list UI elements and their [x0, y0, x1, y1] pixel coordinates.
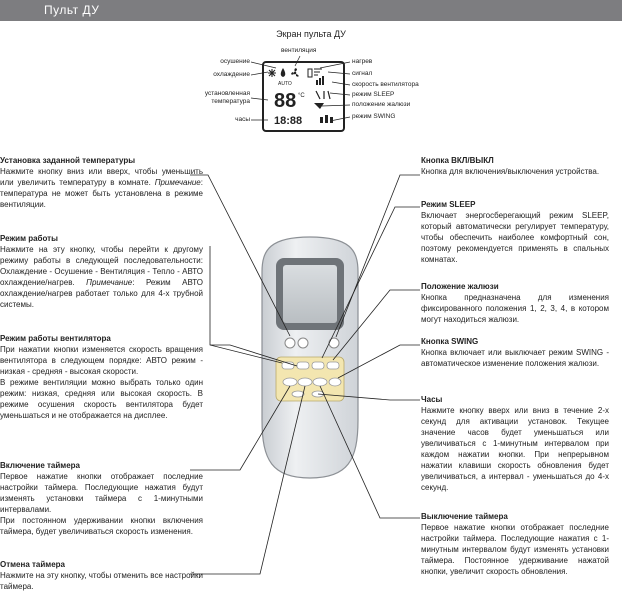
section-title: Кнопка SWING	[421, 337, 479, 346]
section-swing-button	[421, 336, 609, 369]
label-sleep: режим SLEEP	[352, 91, 395, 98]
section-body: Нажмите кнопку вниз или вверх, чтобы уменьшить или увеличить температуру в комнате.	[0, 167, 203, 187]
label-signal: сигнал	[352, 70, 373, 77]
label-ventilation: вентиляция	[281, 47, 317, 54]
section-body: При нажатии кнопки изменяется скорость вращения вентилятора в следующем порядке: АВТО режим - низкая - средняя - высокая скорости.	[0, 345, 203, 376]
section-timer-off	[421, 511, 609, 577]
label-fan-speed: скорость вентилятора	[352, 81, 419, 88]
page-title: Пульт ДУ	[44, 3, 100, 17]
section-clock	[421, 394, 609, 493]
clock-digits: 18:88	[274, 115, 303, 127]
section-body-extra: В режиме вентиляции можно выбрать только один режим: низкая, средняя или высокая скорость. В режиме осушения скорость вентилятора будет уменьшаться и не отображается на дисплее.	[0, 378, 203, 420]
section-title: Режим работы	[0, 234, 58, 243]
note-label: Примечание	[86, 278, 133, 287]
section-body: Кнопка для включения/выключения устройства.	[421, 167, 600, 176]
section-body: Первое нажатие кнопки отображает последние настройки таймера. Последующие нажатия с 1-минутным интервалом будут изменять установки таймера. Постоянное удерживание нажатой кнопки, увеличит скорость обновления.	[421, 523, 609, 576]
label-heat: нагрев	[352, 58, 373, 65]
label-set-temp: установленная температура	[204, 90, 250, 105]
section-body: Кнопка включает или выключает режим SWING - автоматическое изменение положения жалюзи.	[421, 348, 609, 368]
section-body: Включает энергосберегающий режим SLEEP, который автоматически регулирует температуру, чтобы обеспечить наиболее комфортный сон, поэтому рекомендуется применять в спальных комнатах.	[421, 211, 609, 264]
degree-c-icon: °C	[298, 93, 305, 99]
label-dry: осушение	[220, 58, 250, 65]
section-fan-mode	[0, 333, 203, 421]
label-swing: режим SWING	[352, 113, 396, 120]
section-body: Кнопка предназначена для изменения фиксированного положения 1, 2, 3, 4, в котором могут находиться жалюзи.	[421, 293, 609, 324]
section-title: Положение жалюзи	[421, 282, 499, 291]
section-power-button	[421, 155, 609, 177]
section-title: Часы	[421, 395, 443, 404]
temp-digits: 88	[274, 90, 297, 112]
section-body-cont: : температура не может быть установлена в режиме вентиляции.	[0, 178, 203, 209]
section-title: Выключение таймера	[421, 512, 508, 521]
label-cool: охлаждение	[213, 71, 250, 78]
section-timer-cancel	[0, 559, 203, 592]
section-timer-on	[0, 460, 203, 537]
note-label: Примечание	[154, 178, 201, 187]
section-body: Нажмите на эту кнопку, чтобы перейти к другому режиму работы в следующей последовательности: Охлаждение - Осушение - Вентиляция - Тепло - АВТО охлаждение/нагрев.	[0, 245, 203, 287]
label-clock: часы	[235, 116, 250, 123]
section-title: Включение таймера	[0, 461, 80, 470]
section-body-cont: : Режим АВТО охлаждение/нагрев работает только для 4-х трубной системы.	[0, 278, 203, 309]
section-title: Режим работы вентилятора	[0, 334, 111, 343]
section-sleep-mode	[421, 199, 609, 265]
section-operation-mode	[0, 233, 203, 310]
screen-title: Экран пульта ДУ	[276, 29, 346, 39]
section-body: Первое нажатие кнопки отображает последние настройки таймера. Последующие нажатия будут изменять установки таймера с 1-минутными интервалами.	[0, 472, 203, 514]
section-title: Установка заданной температуры	[0, 156, 136, 165]
section-body: Нажмите на эту кнопку, чтобы отменить все настройки таймера.	[0, 571, 203, 591]
section-louver-position	[421, 281, 609, 325]
section-body: Нажмите кнопку вверх или вниз в течение 2-х секунд для активации установок. Текущее значение часов будет уменьшаться или увеличиваться с 1-минутным интервалом при каждом нажатии кнопки. При непрерывном нажатии клавиши скорость обновления будет увеличиваться, а интервал - уменьшаться до 4-х секунд.	[421, 406, 609, 492]
section-title: Отмена таймера	[0, 560, 65, 569]
section-title: Кнопка ВКЛ/ВЫКЛ	[421, 156, 494, 165]
section-set-temperature	[0, 155, 203, 210]
label-louver: положение жалюзи	[352, 101, 411, 108]
auto-indicator: AUTO	[278, 81, 292, 87]
section-body-extra: При постоянном удерживании кнопки включения таймера, будет увеличиваться скорость изменения.	[0, 516, 203, 536]
section-title: Режим SLEEP	[421, 200, 476, 209]
